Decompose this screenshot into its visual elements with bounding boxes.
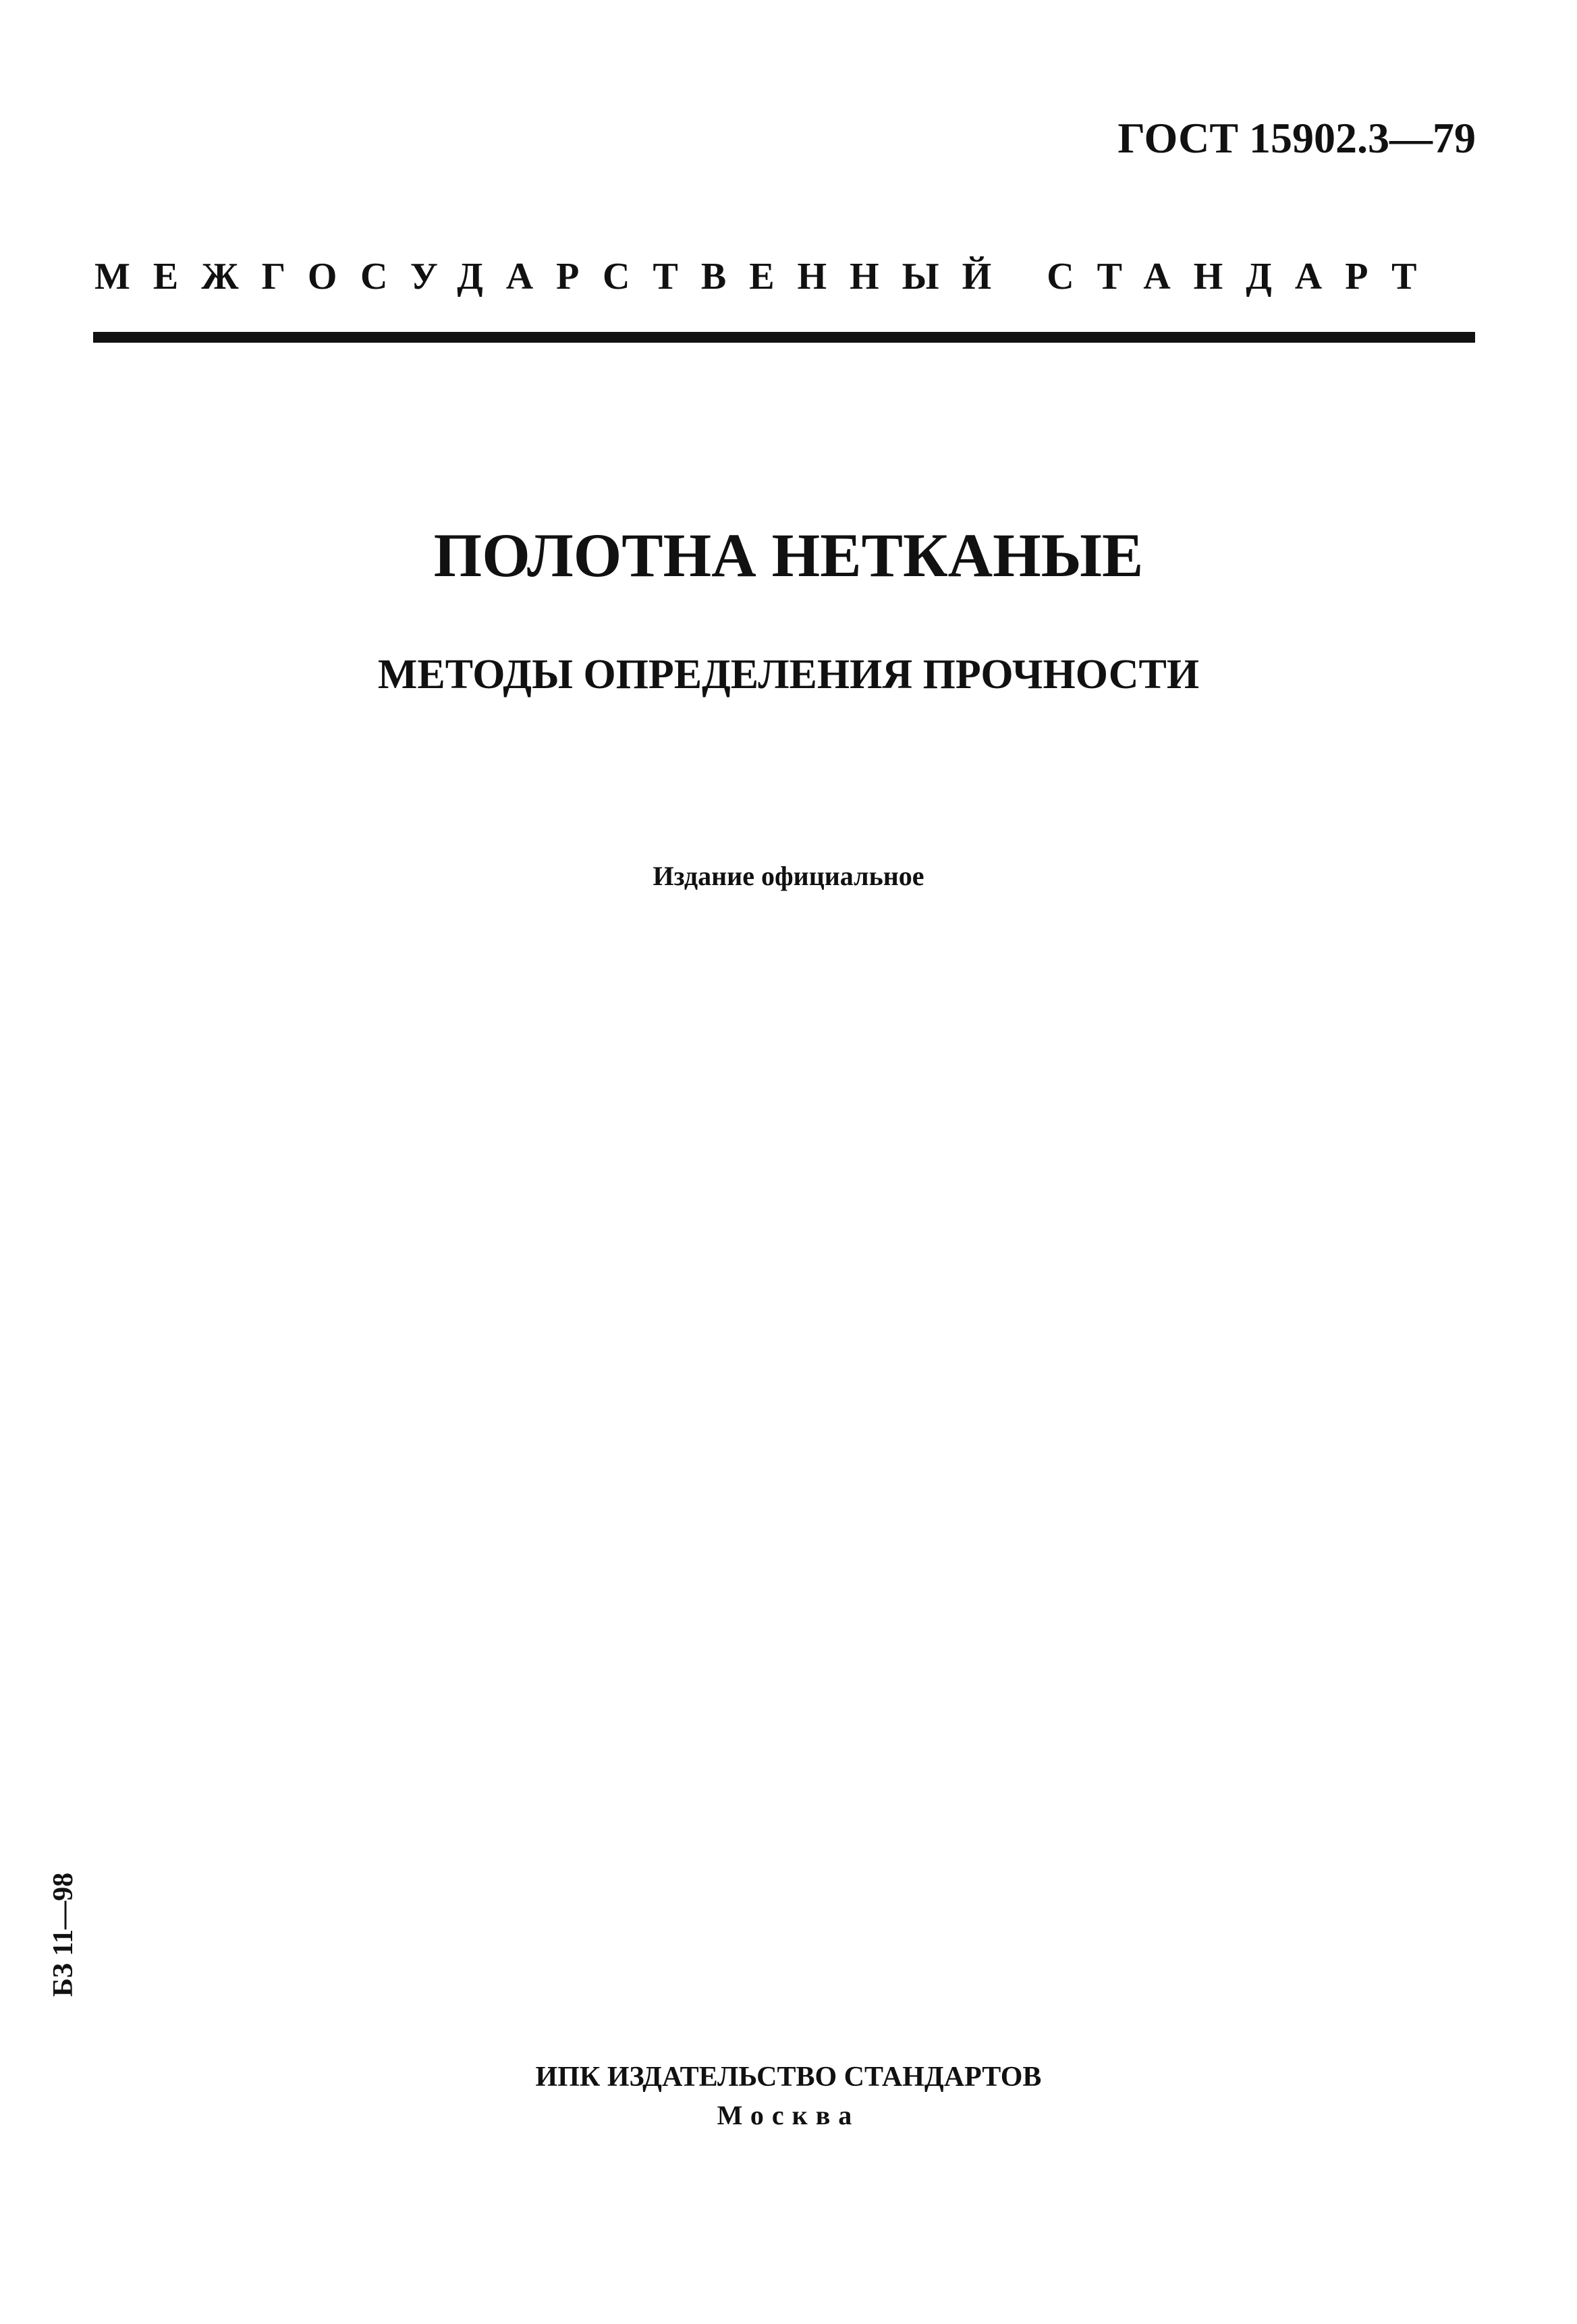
document-subtitle: МЕТОДЫ ОПРЕДЕЛЕНИЯ ПРОЧНОСТИ: [377, 652, 1200, 698]
side-catalog-code: БЗ 11—98: [48, 1872, 79, 1997]
standard-type-heading: МЕЖГОСУДАРСТВЕННЫЙ СТАНДАРТ: [94, 256, 1440, 297]
header-divider: [93, 332, 1475, 343]
document-title: ПОЛОТНА НЕТКАНЫЕ: [433, 521, 1144, 590]
document-number: ГОСТ 15902.3—79: [1117, 114, 1476, 162]
edition-label: Издание официальное: [653, 861, 924, 891]
publisher-name: ИПК ИЗДАТЕЛЬСТВО СТАНДАРТОВ: [535, 2062, 1042, 2093]
publisher-city: Москва: [717, 2100, 860, 2130]
